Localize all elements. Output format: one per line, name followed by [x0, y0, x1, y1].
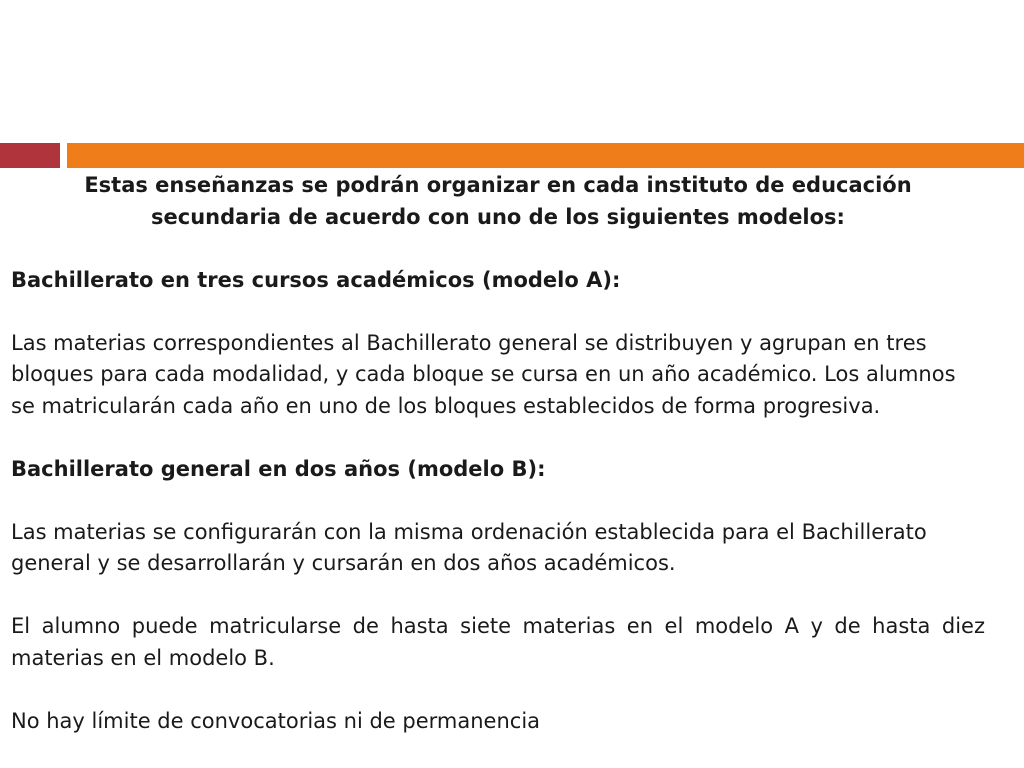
enrollment-note: El alumno puede matricularse de hasta siete materias en el modelo A y de hasta diez materias en el modelo B.	[11, 614, 985, 670]
spacer	[11, 674, 985, 706]
spacer	[11, 296, 985, 328]
model-b-title: Bachillerato general en dos años (modelo B):	[11, 456, 546, 481]
accent-bar-red	[0, 143, 60, 168]
spacer	[11, 485, 985, 517]
limits-note: No hay límite de convocatorias ni de permanencia	[11, 708, 541, 733]
model-a-title: Bachillerato en tres cursos académicos (modelo A):	[11, 267, 621, 292]
model-b-body: Las materias se configurarán con la misma ordenación establecida para el Bachillerato general y se desarrollarán y cursarán en dos años académicos.	[11, 519, 927, 575]
spacer	[11, 580, 985, 612]
accent-bar-orange	[67, 143, 1024, 168]
spacer	[11, 422, 985, 454]
intro-line-1: Estas enseñanzas se podrán organizar en cada instituto de educación	[84, 173, 912, 197]
intro-line-2: secundaria de acuerdo con uno de los siguientes modelos:	[151, 204, 845, 229]
intro-heading	[11, 170, 985, 233]
spacer	[11, 233, 985, 265]
model-a-body: Las materias correspondientes al Bachillerato general se distribuyen y agrupan en tres bloques para cada modalidad, y cada bloque se cursa en un año académico. Los alumnos se matricularán cada año en uno de los bloques establecidos de forma progresiva.	[11, 330, 956, 418]
slide-content	[11, 170, 985, 737]
